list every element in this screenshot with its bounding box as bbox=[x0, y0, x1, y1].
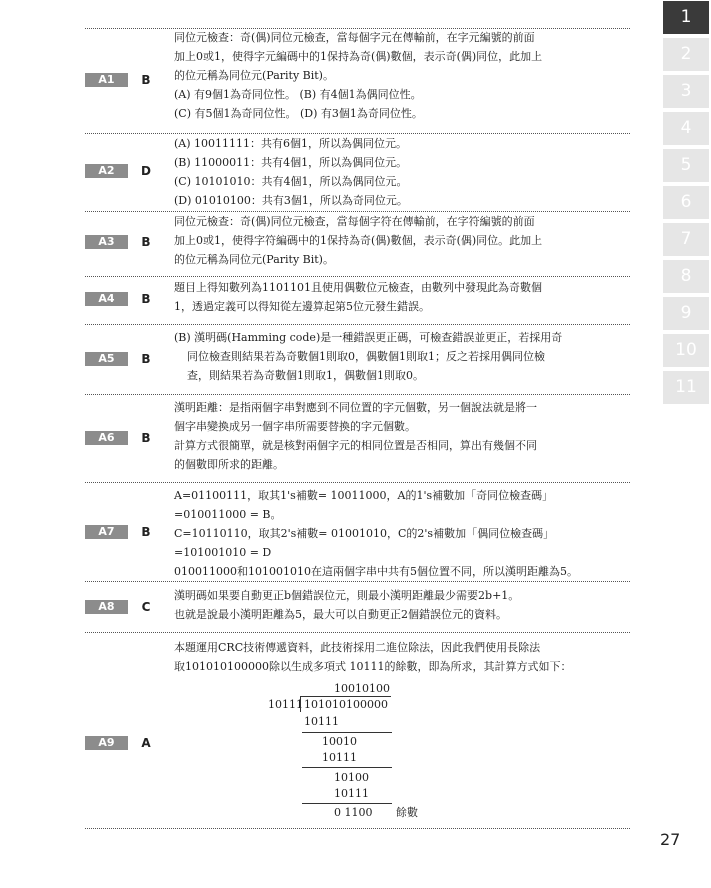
answer-entry-a8 bbox=[85, 586, 630, 628]
explanation-line: (B) 漢明碼(Hamming code)是一種錯誤更正碼，可檢查錯誤並更正，若採用奇 bbox=[174, 331, 563, 344]
answer-letter: B bbox=[141, 352, 151, 366]
explanation-text bbox=[174, 134, 629, 210]
question-id-badge: A9 bbox=[85, 736, 128, 750]
explanation-line: 的位元稱為同位元(Parity Bit)。 bbox=[174, 253, 334, 266]
explanation-line: (D) 01010100：共有3個1，所以為奇同位元。 bbox=[174, 194, 408, 207]
chapter-tab-6[interactable]: 6 bbox=[663, 186, 709, 219]
answer-letter: B bbox=[141, 73, 151, 87]
explanation-line: 個字串變換成另一個字串所需要替換的字元個數。 bbox=[174, 420, 416, 433]
explanation-line: 取101010100000除以生成多項式 10111的餘數，即為所求，其計算方式如下： bbox=[174, 660, 572, 673]
answer-entry-a3 bbox=[85, 212, 630, 272]
entry-separator bbox=[85, 276, 630, 277]
page-number: 27 bbox=[660, 830, 681, 849]
answer-entry-a7 bbox=[85, 486, 630, 578]
answer-letter: B bbox=[141, 525, 151, 539]
division-rule bbox=[302, 732, 392, 733]
explanation-text bbox=[174, 486, 629, 581]
answer-letter: A bbox=[141, 736, 151, 750]
answer-entry-a1 bbox=[85, 28, 630, 131]
explanation-line: C=10110110，取其2's補數= 01001010，C的2's補數加「偶同位檢查碼」 bbox=[174, 527, 555, 540]
division-step: 10111 bbox=[334, 787, 369, 800]
explanation-text bbox=[174, 278, 629, 316]
explanation-line: 加上0或1，使得字元編碼中的1保持為奇(偶)數個，表示奇(偶)同位，此加上 bbox=[174, 50, 543, 63]
answer-entry-a4 bbox=[85, 278, 630, 320]
answer-letter: B bbox=[141, 235, 151, 249]
explanation-text bbox=[174, 638, 629, 819]
explanation-line: 的個數即所求的距離。 bbox=[174, 458, 284, 471]
explanation-line: =010011000 = B。 bbox=[174, 508, 282, 521]
explanation-line: (B) 11000011：共有4個1，所以為偶同位元。 bbox=[174, 156, 408, 169]
explanation-line: 計算方式很簡單，就是核對兩個字元的相同位置是否相同，算出有幾個不同 bbox=[174, 439, 537, 452]
answer-entry-a5 bbox=[85, 328, 630, 390]
explanation-line: 漢明距離：是指兩個字串對應到不同位置的字元個數，另一個說法就是將一 bbox=[174, 401, 537, 414]
entry-separator bbox=[85, 581, 630, 582]
answer-entry-a6 bbox=[85, 398, 630, 478]
explanation-line: A=01100111，取其1's補數= 10011000，A的1's補數加「奇同位檢查碼」 bbox=[174, 489, 554, 502]
division-rule bbox=[302, 803, 392, 804]
explanation-text bbox=[174, 28, 629, 123]
answer-entry-a2 bbox=[85, 134, 630, 208]
explanation-line: 題目上得知數列為1101101且使用偶數位元檢查，由數列中發現此為奇數個 bbox=[174, 281, 542, 294]
explanation-line: =101001010 = D bbox=[174, 546, 272, 559]
explanation-line: 同位檢查則結果若為奇數個1則取0，偶數個1則取1；反之若採用偶同位檢 bbox=[187, 350, 545, 363]
explanation-line: 1，透過定義可以得知從左邊算起第5位元發生錯誤。 bbox=[174, 300, 430, 313]
explanation-line: 漢明碼如果要自動更正b個錯誤位元，則最小漢明距離最少需要2b+1。 bbox=[174, 589, 520, 602]
explanation-line: (C) 10101010：共有4個1，所以為偶同位元。 bbox=[174, 175, 408, 188]
question-id-badge: A8 bbox=[85, 600, 128, 614]
question-id-badge: A1 bbox=[85, 73, 128, 87]
chapter-tab-1[interactable]: 1 bbox=[663, 1, 709, 34]
explanation-line: 同位元檢查：奇(偶)同位元檢查，當每個字符在傳輸前，在字符編號的前面 bbox=[174, 215, 535, 228]
answer-entry-a9 bbox=[85, 638, 630, 828]
entry-separator bbox=[85, 394, 630, 395]
explanation-line: (A) 10011111：共有6個1，所以為偶同位元。 bbox=[174, 137, 408, 150]
explanation-line: 也就是說最小漢明距離為5，最大可以自動更正2個錯誤位元的資料。 bbox=[174, 608, 507, 621]
explanation-text bbox=[174, 212, 629, 269]
chapter-tab-2[interactable]: 2 bbox=[663, 38, 709, 71]
division-bracket bbox=[300, 696, 301, 712]
answer-letter: B bbox=[141, 292, 151, 306]
question-id-badge: A5 bbox=[85, 352, 128, 366]
explanation-text bbox=[174, 398, 629, 474]
chapter-tab-11[interactable]: 11 bbox=[663, 371, 709, 404]
division-step: 10111 bbox=[304, 715, 339, 728]
chapter-tab-10[interactable]: 10 bbox=[663, 334, 709, 367]
explanation-line: (A) 有9個1為奇同位性。 (B) 有4個1為偶同位性。 bbox=[174, 88, 422, 101]
division-rule bbox=[302, 767, 392, 768]
entry-separator bbox=[85, 482, 630, 483]
answer-letter: C bbox=[141, 600, 151, 614]
explanation-text bbox=[174, 328, 629, 385]
division-step: 10010 bbox=[322, 735, 357, 748]
answer-letter: D bbox=[141, 164, 151, 178]
explanation-line: 的位元稱為同位元(Parity Bit)。 bbox=[174, 69, 334, 82]
division-step: 10111 bbox=[322, 751, 357, 764]
chapter-tab-7[interactable]: 7 bbox=[663, 223, 709, 256]
explanation-line: 同位元檢查：奇(偶)同位元檢查，當每個字元在傳輸前，在字元編號的前面 bbox=[174, 31, 535, 44]
chapter-tab-9[interactable]: 9 bbox=[663, 297, 709, 330]
division-step: 10100 bbox=[334, 771, 369, 784]
chapter-tab-5[interactable]: 5 bbox=[663, 149, 709, 182]
question-id-badge: A3 bbox=[85, 235, 128, 249]
entry-separator bbox=[85, 828, 630, 829]
division-rule bbox=[301, 696, 391, 697]
division-quotient: 10010100 bbox=[334, 682, 390, 695]
explanation-text bbox=[174, 586, 629, 624]
remainder-label: 餘數 bbox=[396, 806, 418, 819]
division-dividend: 101010100000 bbox=[304, 698, 388, 711]
division-divisor: 10111 bbox=[268, 698, 303, 711]
explanation-line: 010011000和101001010在這兩個字串中共有5個位置不同，所以漢明距離為5。 bbox=[174, 565, 578, 578]
answer-letter: B bbox=[141, 431, 151, 445]
chapter-tab-8[interactable]: 8 bbox=[663, 260, 709, 293]
question-id-badge: A6 bbox=[85, 431, 128, 445]
question-id-badge: A4 bbox=[85, 292, 128, 306]
explanation-line: 加上0或1，使得字符編碼中的1保持為奇(偶)數個，表示奇(偶)同位。此加上 bbox=[174, 234, 543, 247]
entry-separator bbox=[85, 324, 630, 325]
question-id-badge: A2 bbox=[85, 164, 128, 178]
explanation-line: 本題運用CRC技術傳遞資料，此技術採用二進位除法，因此我們使用長除法 bbox=[174, 641, 541, 654]
chapter-tab-4[interactable]: 4 bbox=[663, 112, 709, 145]
entry-separator bbox=[85, 632, 630, 633]
explanation-line: (C) 有5個1為奇同位性。 (D) 有3個1為奇同位性。 bbox=[174, 107, 423, 120]
question-id-badge: A7 bbox=[85, 525, 128, 539]
explanation-line: 查，則結果若為奇數個1則取1，偶數個1則取0。 bbox=[187, 369, 424, 382]
division-step: 0 1100 bbox=[334, 806, 373, 819]
chapter-tab-3[interactable]: 3 bbox=[663, 75, 709, 108]
